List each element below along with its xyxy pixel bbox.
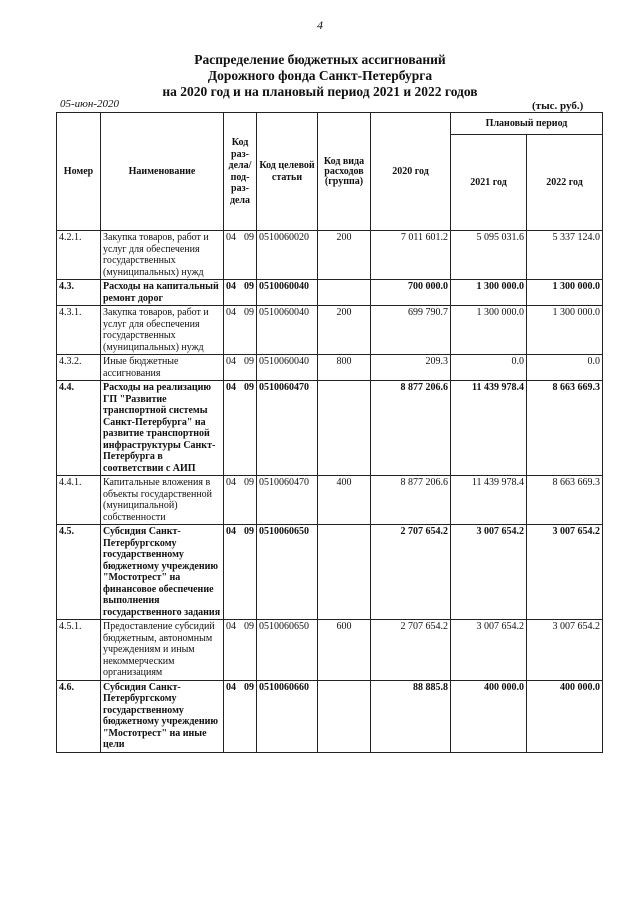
- row-amount-2021: 11 439 978.4: [451, 476, 527, 525]
- row-amount-2022: 8 663 669.3: [527, 476, 603, 525]
- title-line-3: на 2020 год и на плановый период 2021 и 2022 годов: [162, 84, 478, 99]
- table-row: [57, 280, 603, 306]
- row-amount-2020: 8 877 206.6: [371, 381, 451, 476]
- row-section-code: [224, 476, 257, 525]
- row-expense-type: [318, 280, 371, 306]
- table-row: [57, 355, 603, 381]
- row-subsection: 09: [244, 621, 254, 632]
- row-number: 4.3.1.: [57, 306, 101, 355]
- row-amount-2022: 3 007 654.2: [527, 620, 603, 681]
- header-expense-type-code: Код вида расходов (группа): [318, 113, 371, 231]
- row-expense-type: 400: [318, 476, 371, 525]
- row-amount-2020: 88 885.8: [371, 680, 451, 752]
- row-section: 04: [226, 477, 236, 488]
- row-subsection: 09: [244, 307, 254, 318]
- row-name: Субсидия Санкт-Петербургскому государственному бюджетному учреждению "Мостотрест" на финансовое обеспечение выполнения государственного задания: [101, 525, 224, 620]
- row-target-code: 0510060040: [257, 355, 318, 381]
- page-number: 4: [317, 18, 323, 32]
- row-section-code: [224, 231, 257, 280]
- row-subsection: 09: [244, 681, 254, 693]
- row-amount-2021: 3 007 654.2: [451, 525, 527, 620]
- row-number: 4.6.: [57, 680, 101, 752]
- row-subsection: 09: [244, 477, 254, 488]
- row-amount-2020: 2 707 654.2: [371, 620, 451, 681]
- row-section: 04: [226, 281, 236, 292]
- row-subsection: 09: [244, 232, 254, 243]
- row-amount-2020: 209.3: [371, 355, 451, 381]
- row-section: 04: [226, 356, 236, 367]
- row-amount-2021: 0.0: [451, 355, 527, 381]
- table-row: [57, 476, 603, 525]
- header-number: Номер: [57, 113, 101, 231]
- row-name: Закупка товаров, работ и услуг для обеспечения государственных (муниципальных) нужд: [101, 231, 224, 280]
- row-section-code: [224, 381, 257, 476]
- row-amount-2021: 400 000.0: [451, 680, 527, 752]
- row-section-code: [224, 680, 257, 752]
- row-amount-2020: 2 707 654.2: [371, 525, 451, 620]
- row-target-code: 0510060650: [257, 620, 318, 681]
- row-section: 04: [226, 232, 236, 243]
- row-number: 4.3.: [57, 280, 101, 306]
- row-expense-type: [318, 525, 371, 620]
- document-title: [0, 52, 640, 100]
- row-subsection: 09: [244, 526, 254, 537]
- row-name: Предоставление субсидий бюджетным, автономным учреждениям и иным некоммерческим организациям: [101, 620, 224, 681]
- header-planned-period: Плановый период: [451, 113, 603, 135]
- row-amount-2022: 1 300 000.0: [527, 280, 603, 306]
- table-row: [57, 231, 603, 280]
- title-line-1: Распределение бюджетных ассигнований: [194, 52, 446, 67]
- row-number: 4.5.1.: [57, 620, 101, 681]
- row-amount-2022: 1 300 000.0: [527, 306, 603, 355]
- row-amount-2022: 400 000.0: [527, 680, 603, 752]
- row-amount-2020: 8 877 206.6: [371, 476, 451, 525]
- row-target-code: 0510060470: [257, 476, 318, 525]
- table-row: [57, 620, 603, 681]
- row-section-code: [224, 620, 257, 681]
- row-expense-type: [318, 381, 371, 476]
- row-expense-type: 800: [318, 355, 371, 381]
- row-amount-2021: 3 007 654.2: [451, 620, 527, 681]
- row-subsection: 09: [244, 382, 254, 393]
- row-name: Иные бюджетные ассигнования: [101, 355, 224, 381]
- row-name: Капитальные вложения в объекты государственной (муниципальной) собственности: [101, 476, 224, 525]
- row-expense-type: [318, 680, 371, 752]
- title-line-2: Дорожного фонда Санкт-Петербурга: [207, 68, 433, 83]
- row-amount-2021: 5 095 031.6: [451, 231, 527, 280]
- row-target-code: 0510060040: [257, 306, 318, 355]
- row-amount-2021: 1 300 000.0: [451, 280, 527, 306]
- row-expense-type: 200: [318, 306, 371, 355]
- row-name: Расходы на капитальный ремонт дорог: [101, 280, 224, 306]
- row-section: 04: [226, 526, 236, 537]
- row-target-code: 0510060470: [257, 381, 318, 476]
- row-amount-2020: 7 011 601.2: [371, 231, 451, 280]
- row-subsection: 09: [244, 281, 254, 292]
- row-section-code: [224, 280, 257, 306]
- row-amount-2022: 3 007 654.2: [527, 525, 603, 620]
- row-amount-2021: 1 300 000.0: [451, 306, 527, 355]
- table-row: [57, 306, 603, 355]
- row-number: 4.2.1.: [57, 231, 101, 280]
- row-number: 4.4.1.: [57, 476, 101, 525]
- header-section-code: Код раз- дела/ под- раз- дела: [224, 113, 257, 231]
- row-name: Субсидия Санкт-Петербургскому государственному бюджетному учреждению "Мостотрест" на иные цели: [101, 680, 224, 752]
- row-target-code: 0510060650: [257, 525, 318, 620]
- row-number: 4.4.: [57, 381, 101, 476]
- row-name: Закупка товаров, работ и услуг для обеспечения государственных (муниципальных) нужд: [101, 306, 224, 355]
- row-target-code: 0510060040: [257, 280, 318, 306]
- row-number: 4.5.: [57, 525, 101, 620]
- row-section: 04: [226, 382, 236, 393]
- row-amount-2020: 700 000.0: [371, 280, 451, 306]
- row-expense-type: 200: [318, 231, 371, 280]
- row-amount-2021: 11 439 978.4: [451, 381, 527, 476]
- table-row: [57, 525, 603, 620]
- document-date: 05-июн-2020: [60, 98, 120, 110]
- row-number: 4.3.2.: [57, 355, 101, 381]
- header-name: Наименование: [101, 113, 224, 231]
- row-amount-2022: 0.0: [527, 355, 603, 381]
- row-name: Расходы на реализацию ГП "Развитие транспортной системы Санкт-Петербурга" на развитие транспортной инфраструктуры Санкт-Петербурга в соответствии с АИП: [101, 381, 224, 476]
- row-amount-2020: 699 790.7: [371, 306, 451, 355]
- header-target-code: Код целевой статьи: [257, 113, 318, 231]
- row-amount-2022: 8 663 669.3: [527, 381, 603, 476]
- units-label: (тыс. руб.): [532, 100, 584, 112]
- row-amount-2022: 5 337 124.0: [527, 231, 603, 280]
- row-section-code: [224, 525, 257, 620]
- table-row: [57, 381, 603, 476]
- row-section: 04: [226, 681, 236, 693]
- budget-table: [56, 112, 603, 753]
- row-target-code: 0510060020: [257, 231, 318, 280]
- header-2021: 2021 год: [451, 135, 527, 231]
- row-section-code: [224, 355, 257, 381]
- table-row: [57, 680, 603, 752]
- header-2020: 2020 год: [371, 113, 451, 231]
- header-2022: 2022 год: [527, 135, 603, 231]
- row-section-code: [224, 306, 257, 355]
- row-expense-type: 600: [318, 620, 371, 681]
- row-section: 04: [226, 307, 236, 318]
- row-subsection: 09: [244, 356, 254, 367]
- row-target-code: 0510060660: [257, 680, 318, 752]
- row-section: 04: [226, 621, 236, 632]
